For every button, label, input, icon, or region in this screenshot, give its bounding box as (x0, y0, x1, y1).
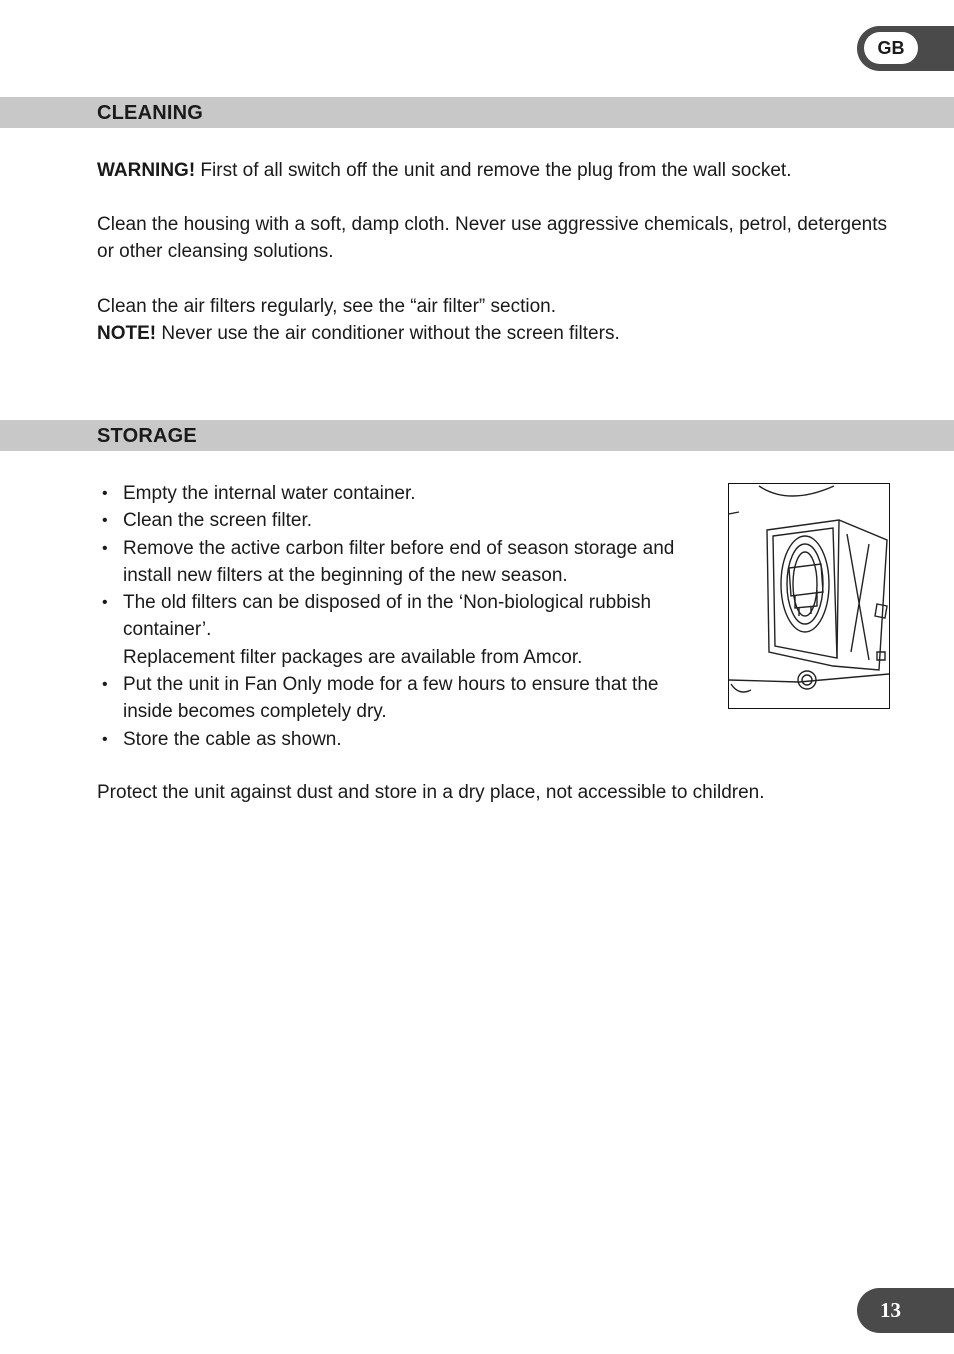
storage-heading: STORAGE (97, 425, 197, 447)
language-badge: GB (864, 32, 918, 64)
storage-bullet-list (97, 480, 707, 753)
replacement-note: Replacement filter packages are available from Amcor. (123, 646, 583, 668)
list-item: • Remove the active carbon filter before end of season storage and install new filters at the beginning of the new season. (97, 535, 707, 590)
bullet-icon: • (102, 594, 108, 612)
cable-storage-illustration (728, 483, 890, 709)
housing-paragraph: Clean the housing with a soft, damp cloth. Never use aggressive chemicals, petrol, detergents or other cleansing solutions. (97, 214, 887, 262)
list-item: • Empty the internal water container. (97, 480, 707, 507)
bullet-icon: • (102, 485, 108, 502)
unit-back-drawing (729, 484, 889, 708)
bullet-icon: • (102, 512, 108, 530)
list-item: • The old filters can be disposed of in the ‘Non-biological rubbish container’. Replacement filter packages are available from Amcor. (97, 589, 707, 671)
warning-paragraph (97, 157, 897, 184)
cleaning-heading: CLEANING (97, 102, 204, 124)
warning-text: First of all switch off the unit and remove the plug from the wall socket. (195, 160, 792, 181)
note-label: NOTE! (97, 323, 157, 344)
warning-label: WARNING! (97, 160, 196, 181)
page-number: 13 (880, 1298, 901, 1322)
list-item: • Clean the screen filter. (97, 507, 707, 534)
page-number-tab (857, 1288, 954, 1333)
bullet-icon: • (102, 730, 108, 748)
list-item: • Put the unit in Fan Only mode for a few hours to ensure that the inside becomes completely dry. (97, 671, 707, 726)
bullet-icon: • (102, 539, 108, 557)
closing-paragraph: Protect the unit against dust and store in a dry place, not accessible to children. (97, 782, 765, 803)
cleaning-section-bar (0, 97, 954, 128)
note-text: Never use the air conditioner without the screen filters. (156, 323, 620, 344)
list-item: • Store the cable as shown. (97, 726, 707, 753)
bullet-icon: • (102, 676, 108, 694)
filters-paragraph (97, 293, 897, 347)
filters-text: Clean the air filters regularly, see the “air filter” section. (97, 296, 556, 317)
storage-section-bar (0, 420, 954, 451)
